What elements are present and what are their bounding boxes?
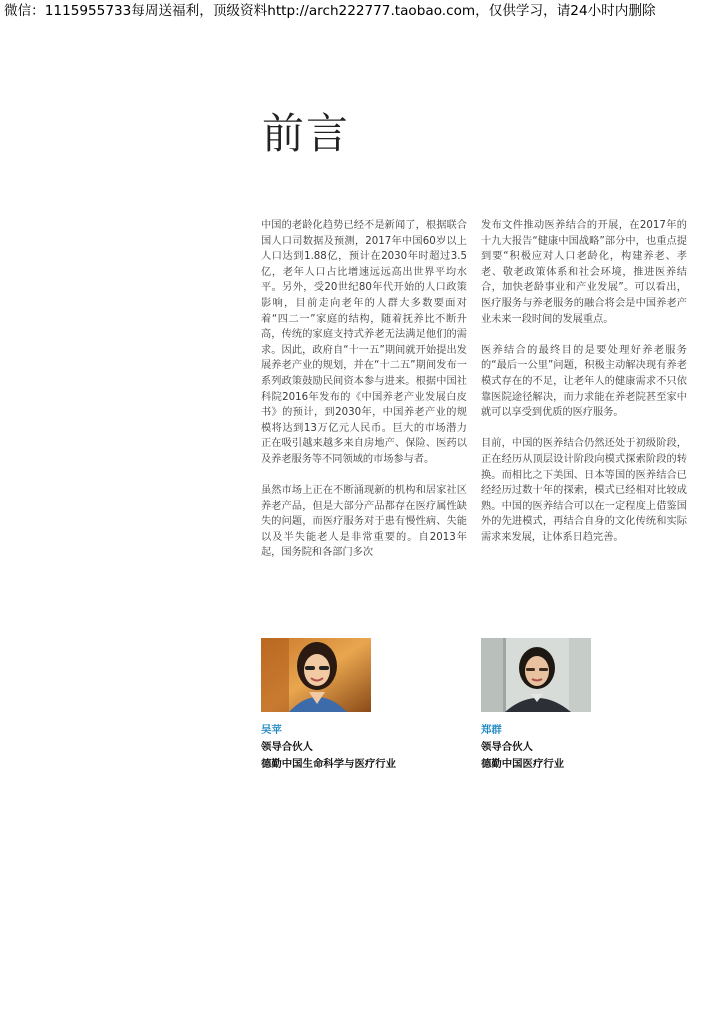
- right-text-column: [481, 218, 687, 561]
- portrait-photo: [481, 638, 591, 712]
- paragraph: 医养结合的最终目的是要处理好养老服务的“最后一公里”问题，积极主动解决现有养老模式存在的不足，让老年人的健康需求不只依靠医院途径解决，而力求能在养老院甚至家中就可以享受到优质的医疗服务。: [481, 344, 687, 419]
- portrait-wu-ping-image: [261, 638, 371, 712]
- person-caption: [261, 722, 396, 773]
- paragraph: 虽然市场上正在不断涌现新的机构和居家社区养老产品，但是大部分产品都存在医疗属性缺失的问题，而医疗服务对于患有慢性病、失能以及半失能老人是非常重要的。自2013年起，国务院和各部门多次: [261, 485, 467, 559]
- person-organization: 德勤中国生命科学与医疗行业: [261, 758, 397, 770]
- person-caption: [481, 722, 564, 773]
- paragraph: 中国的老龄化趋势已经不是新闻了，根据联合国人口司数据及预测，2017年中国60岁以上人口达到1.88亿，预计在2030年时超过3.5亿，老年人口占比增速远远高出世界平均水平。另外，受20世纪80年代开始的人口政策影响，目前走向老年的人群大多数要面对着“四二一”家庭的结构，随着抚养比不断升高，传统的家庭支持式养老无法满足他们的需求。因此，政府自“十一五”期间就开始提出发展养老产业的规划，并在“十二五”期间发布一系列政策鼓励民间资本参与进来。根据中国社科院2016年发布的《中国养老产业发展白皮书》的预计，到2030年，中国养老产业的规模将达到13万亿元人民币。巨大的市场潜力正在吸引越来越多来自房地产、保险、医药以及养老服务等不同领域的市场参与者。: [261, 220, 467, 465]
- portrait-zheng-qun-image: [481, 638, 591, 712]
- paragraph: 目前，中国的医养结合仍然还处于初级阶段，正在经历从顶层设计阶段向模式探索阶段的转换。而相比之下美国、日本等国的医养结合已经经历过数十年的探索，模式已经相对比较成熟。中国的医养结合可以在一定程度上借鉴国外的先进模式，再结合自身的文化传统和实际需求来发展，让体系日趋完善。: [481, 438, 687, 543]
- person-role: 领导合伙人: [481, 741, 533, 753]
- paragraph: 发布文件推动医养结合的开展，在2017年的十九大报告“健康中国战略”部分中，也重点提到要“积极应对人口老龄化，构建养老、孝老、敬老政策体系和社会环境，推进医养结合，加快老龄事业和产业发展”。可以看出，医疗服务与养老服务的融合将会是中国养老产业未来一段时间的发展重点。: [481, 220, 687, 325]
- watermark-banner: 微信：1115955733每周送福利，顶级资料http://arch222777.taobao.com，仅供学习，请24小时内删除: [4, 3, 656, 19]
- left-text-column: [261, 218, 467, 577]
- portrait-photo: [261, 638, 371, 712]
- person-role: 领导合伙人: [261, 741, 313, 753]
- person-name: 吴苹: [261, 724, 282, 736]
- person-name: 郑群: [481, 724, 502, 736]
- page-title: 前言: [262, 109, 351, 158]
- person-organization: 德勤中国医疗行业: [481, 758, 565, 770]
